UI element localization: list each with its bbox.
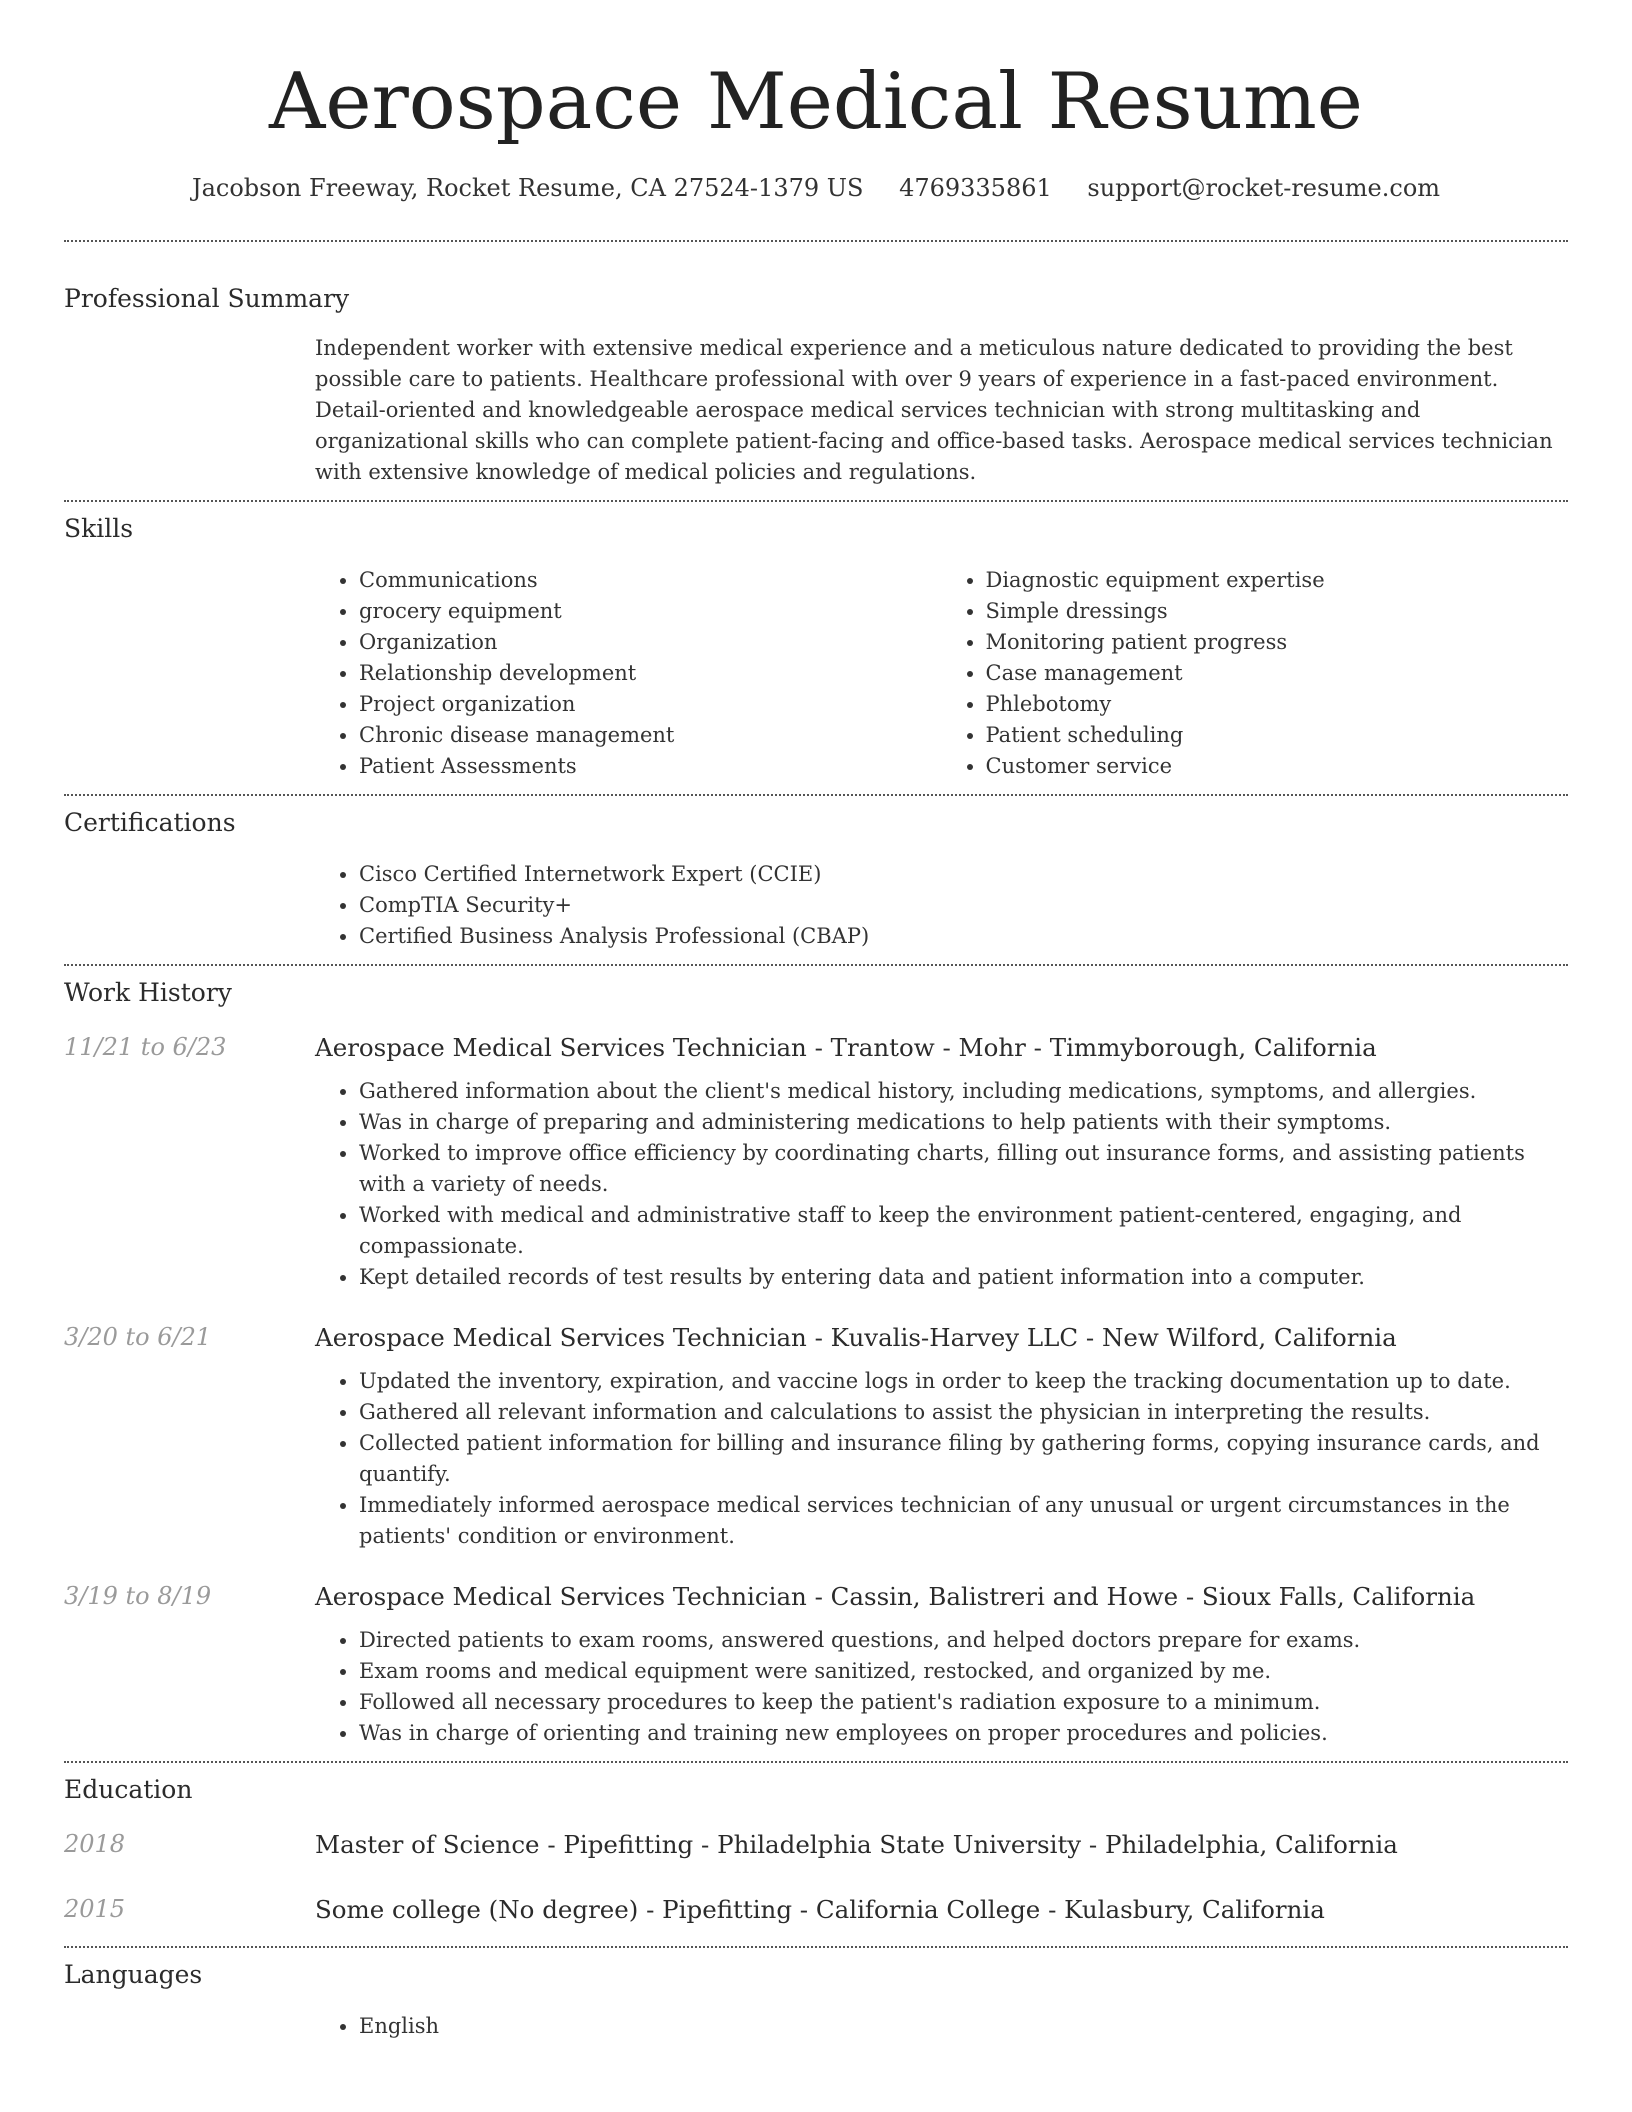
- job-dates: 11/21 to 6/23: [64, 1033, 227, 1061]
- divider: [64, 1946, 1568, 1948]
- list-item: • Organization: [359, 627, 942, 658]
- list-item: • Worked to improve office efficiency by coordinating charts, filling out insurance forms, and assisting patients with a variety of needs.: [359, 1138, 1568, 1200]
- summary-text: Independent worker with extensive medical experience and a meticulous nature dedicated to providing the best possible care to patients. Healthcare professional with over 9 years of experience in a fast-paced environment. Detail-oriented and knowledgeable aerospace medical services technician with strong multitasking and organizational skills who can complete patient-facing and office-based tasks. Aerospace medical services technician with extensive knowledge of medical policies and regulations.: [315, 336, 1553, 484]
- divider: [64, 964, 1568, 966]
- list-item: • Directed patients to exam rooms, answered questions, and helped doctors prepare for exams.: [359, 1625, 1568, 1656]
- skills-column-left: [315, 565, 942, 782]
- section-title-skills: Skills: [64, 514, 134, 543]
- divider: [64, 794, 1568, 796]
- education-year: 2015: [64, 1895, 126, 1923]
- list-item: • Chronic disease management: [359, 720, 942, 751]
- list-item: • Kept detailed records of test results by entering data and patient information into a computer.: [359, 1262, 1568, 1293]
- list-item: • Patient Assessments: [359, 751, 942, 782]
- job-bullets: [315, 1366, 1568, 1552]
- job-title: Aerospace Medical Services Technician - Trantow - Mohr - Timmyborough, California: [315, 1033, 1377, 1062]
- job-title: Aerospace Medical Services Technician - Cassin, Balistreri and Howe - Sioux Falls, California: [315, 1582, 1476, 1611]
- divider: [64, 500, 1568, 502]
- list-item: • Followed all necessary procedures to keep the patient's radiation exposure to a minimum.: [359, 1687, 1568, 1718]
- resume-page: [64, 0, 1568, 2042]
- education-entry: [64, 1895, 1568, 1924]
- section-title-work-history: Work History: [64, 978, 232, 1007]
- list-item: • Collected patient information for billing and insurance filing by gathering forms, copying insurance cards, and quantify.: [359, 1428, 1568, 1490]
- section-title-certifications: Certifications: [64, 808, 236, 837]
- list-item: • Exam rooms and medical equipment were sanitized, restocked, and organized by me.: [359, 1656, 1568, 1687]
- certifications-list: [315, 859, 1568, 952]
- section-title-summary: Professional Summary: [64, 284, 350, 313]
- list-item: • Patient scheduling: [986, 720, 1569, 751]
- list-item: • Diagnostic equipment expertise: [986, 565, 1569, 596]
- skills-column-right: [942, 565, 1569, 782]
- job-bullets: [315, 1625, 1568, 1749]
- list-item: • Was in charge of preparing and administering medications to help patients with their symptoms.: [359, 1107, 1568, 1138]
- divider: [64, 240, 1568, 242]
- list-item: • Communications: [359, 565, 942, 596]
- job-bullets: [315, 1076, 1568, 1293]
- list-item: • Worked with medical and administrative staff to keep the environment patient-centered, engaging, and compassionate.: [359, 1200, 1568, 1262]
- list-item: • English: [359, 2011, 1568, 2042]
- section-title-languages: Languages: [64, 1960, 203, 1989]
- contact-line: [64, 174, 1568, 202]
- list-item: • Simple dressings: [986, 596, 1569, 627]
- job-title: Aerospace Medical Services Technician - Kuvalis-Harvey LLC - New Wilford, California: [315, 1323, 1397, 1352]
- contact-phone: 4769335861: [899, 174, 1052, 202]
- education-detail: Some college (No degree) - Pipefitting - California College - Kulasbury, California: [315, 1895, 1325, 1924]
- list-item: • CompTIA Security+: [359, 890, 1568, 921]
- list-item: • Was in charge of orienting and training new employees on proper procedures and policies.: [359, 1718, 1568, 1749]
- list-item: • Updated the inventory, expiration, and vaccine logs in order to keep the tracking documentation up to date.: [359, 1366, 1568, 1397]
- languages-list: [315, 2011, 1568, 2042]
- education-entry: [64, 1830, 1568, 1859]
- list-item: • Customer service: [986, 751, 1569, 782]
- resume-name: Aerospace Medical Resume: [269, 57, 1363, 147]
- skills-list: [315, 565, 1568, 782]
- education-year: 2018: [64, 1830, 126, 1858]
- section-title-education: Education: [64, 1775, 193, 1804]
- list-item: • Project organization: [359, 689, 942, 720]
- list-item: • grocery equipment: [359, 596, 942, 627]
- divider: [64, 1761, 1568, 1763]
- job-dates: 3/20 to 6/21: [64, 1323, 212, 1351]
- job-entry: [64, 1582, 1568, 1611]
- list-item: • Case management: [986, 658, 1569, 689]
- list-item: • Phlebotomy: [986, 689, 1569, 720]
- job-dates: 3/19 to 8/19: [64, 1582, 212, 1610]
- education-detail: Master of Science - Pipefitting - Philadelphia State University - Philadelphia, California: [315, 1830, 1398, 1859]
- job-entry: [64, 1033, 1568, 1062]
- list-item: • Gathered information about the client's medical history, including medications, symptoms, and allergies.: [359, 1076, 1568, 1107]
- list-item: • Certified Business Analysis Professional (CBAP): [359, 921, 1568, 952]
- list-item: • Gathered all relevant information and calculations to assist the physician in interpreting the results.: [359, 1397, 1568, 1428]
- list-item: • Immediately informed aerospace medical services technician of any unusual or urgent circumstances in the patients' condition or environment.: [359, 1490, 1568, 1552]
- contact-email: support@rocket-resume.com: [1087, 174, 1441, 202]
- list-item: • Relationship development: [359, 658, 942, 689]
- job-entry: [64, 1323, 1568, 1352]
- contact-address: Jacobson Freeway, Rocket Resume, CA 27524-1379 US: [191, 174, 864, 202]
- list-item: • Cisco Certified Internetwork Expert (CCIE): [359, 859, 1568, 890]
- list-item: • Monitoring patient progress: [986, 627, 1569, 658]
